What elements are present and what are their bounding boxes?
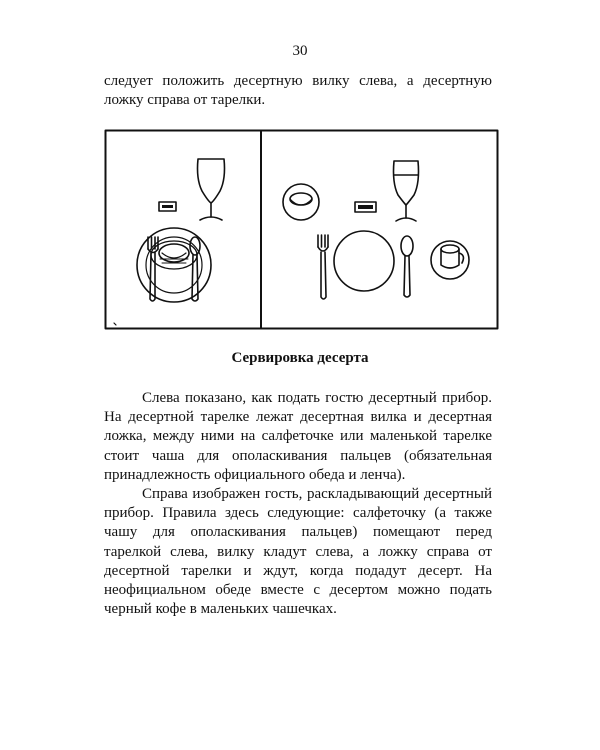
- body-text: [104, 389, 492, 619]
- wine-glass-icon-right: [394, 161, 419, 221]
- paragraph-2: Справа изображен гость, раскладывающий десертный прибор. Правила здесь следующие: салфеточку (а также чашу для ополаскивания пальцев) помещают перед тарелкой слева, вилку кладут слева, а ложку справа от десертной тарелки и ждут, когда подадут десерт. На неофициальном обеде вместе с десертом можно подать черный кофе в маленьких чашечках.: [104, 486, 492, 618]
- paragraph-1: Слева показано, как подать гостю десертный прибор. На десертной тарелке лежат десертная вилка и десертная ложка, между ними на салфеточке или маленькой тарелке стоит чаша для ополаскивания пальцев (обязательная принадлежность официального обеда и ленча).: [104, 390, 492, 483]
- right-panel: [283, 161, 469, 299]
- fingerbowl-plate-icon: [283, 184, 319, 220]
- plate-icon: [334, 231, 394, 291]
- intro-line-1: следует положить десертную вилку слева, а десертную: [104, 73, 492, 89]
- scan-mark: [114, 323, 116, 325]
- left-panel: [137, 159, 225, 302]
- wine-glass-icon: [198, 159, 225, 220]
- fork-icon: [318, 235, 328, 299]
- intro-line-2: ложку справа от тарелки.: [104, 92, 266, 108]
- figure-caption: Сервировка десерта: [231, 350, 369, 366]
- place-card-icon: [159, 202, 176, 211]
- place-card-icon-right: [355, 202, 376, 212]
- page-number: 30: [292, 43, 308, 59]
- spoon-icon: [401, 236, 413, 297]
- table-setting-illustration: [104, 129, 499, 330]
- coffee-cup-icon: [431, 241, 469, 279]
